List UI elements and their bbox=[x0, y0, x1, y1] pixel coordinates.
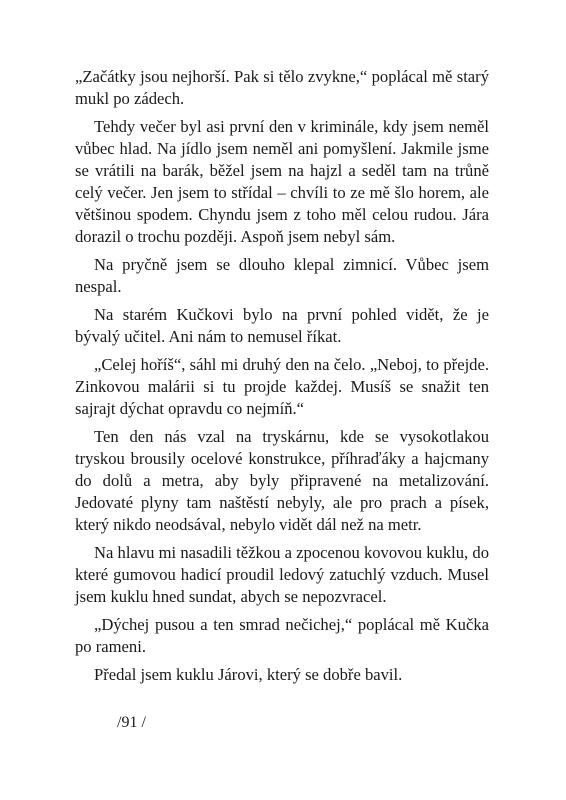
paragraph: Na starém Kučkovi bylo na první pohled vidět, že je bývalý učitel. Ani nám to nemusel říkat. bbox=[75, 305, 489, 346]
paragraph: „Celej hoříš“, sáhl mi druhý den na čelo. „Neboj, to přejde. Zinkovou malárii si tu projde každej. Musíš se snažit ten sajrajt dýchat opravdu co nejmíň.“ bbox=[75, 355, 489, 418]
page-number: /91 / bbox=[117, 714, 146, 731]
paragraph: Ten den nás vzal na tryskárnu, kde se vysokotlakou tryskou brousily ocelové konstrukce, příhraďáky a hajcmany do dolů a metra, aby byly připravené na metalizování. Jedovaté plyny tam naštěstí nebyly, ale pro prach a písek, který nikdo neodsával, nebylo vidět dál než na metr. bbox=[75, 427, 489, 534]
paragraph: Tehdy večer byl asi první den v kriminále, kdy jsem neměl vůbec hlad. Na jídlo jsem neměl ani pomyšlení. Jakmile jsme se vrátili na barák, běžel jsem na hajzl a seděl tam na trůně celý večer. Jen jsem to střídal – chvíli to ze mě šlo horem, ale většinou spodem. Chyndu jsem z toho měl celou rudou. Jára dorazil o trochu později. Aspoň jsem nebyl sám. bbox=[75, 117, 489, 246]
paragraph: Na pryčně jsem se dlouho klepal zimnicí. Vůbec jsem nespal. bbox=[75, 255, 489, 296]
body-text bbox=[75, 66, 489, 692]
paragraph: Na hlavu mi nasadili těžkou a zpocenou kovovou kuklu, do které gumovou hadicí proudil ledový zatuchlý vzduch. Musel jsem kuklu hned sundat, abych se nepozvracel. bbox=[75, 543, 489, 606]
paragraph: „Začátky jsou nejhorší. Pak si tělo zvykne,“ poplácal mě starý mukl po zádech. bbox=[75, 67, 489, 108]
paragraph: „Dýchej pusou a ten smrad nečichej,“ poplácal mě Kučka po rameni. bbox=[75, 615, 489, 656]
paragraph: Předal jsem kuklu Járovi, který se dobře bavil. bbox=[94, 665, 403, 684]
